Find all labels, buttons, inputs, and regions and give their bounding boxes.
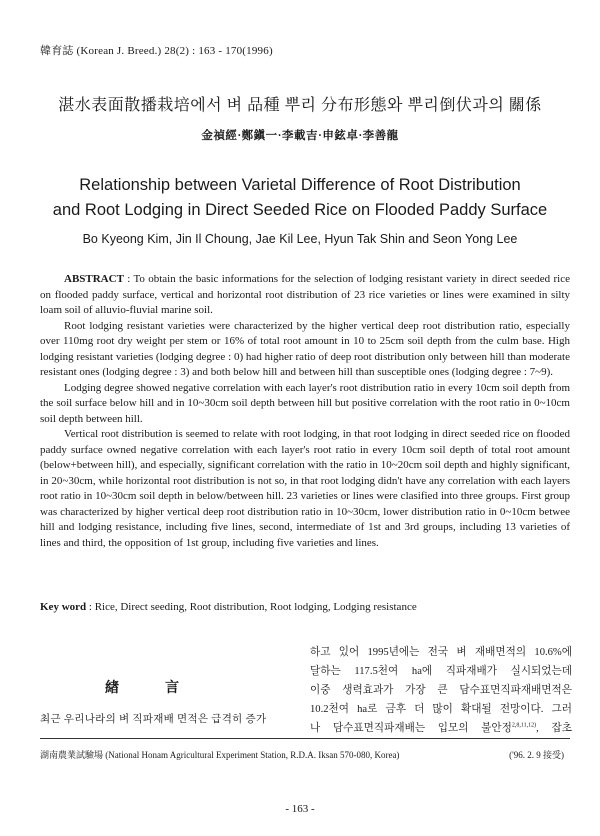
section-heading-introduction: 緖言 [105,681,225,696]
abstract [40,272,570,551]
page-number: - 163 - [285,803,315,815]
intro-right-line: 달하는 117.5천여 ha에 직파재배가 실시되었는데 [310,666,572,677]
intro-right-line-last [310,719,572,738]
english-title-line-1: Relationship between Varietal Difference of Root Distribution [79,176,521,194]
english-title [0,173,600,223]
korean-title: 湛水表面散播栽培에서 벼 品種 뿌리 分布形態와 뿌리倒伏과의 關係 [58,97,542,114]
keywords [40,601,570,613]
footnote-received-date: ('96. 2. 9 接受) [509,750,564,760]
english-title-line-2: and Root Lodging in Direct Seeded Rice on Flooded Paddy Surface [52,201,548,219]
intro-left-column-text: 최근 우리나라의 벼 직파재배 면적은 급격히 증가 [40,714,267,725]
abstract-paragraph-1 [40,272,570,319]
abstract-label: ABSTRACT [64,273,124,285]
abstract-paragraph-3: Lodging degree showed negative correlation with each layer's root distribution ratio in every 10cm soil depth from the soil surface below hill and in 10~30cm soil depth between hill but positive correlation with the root ratio in 0~10cm soil depth between hill. [40,381,570,425]
intro-right-line: 10.2천여 ha로 금후 더 많이 확대될 전망이다. 그러 [310,704,572,715]
abstract-paragraph-4: Vertical root distribution is seemed to relate with root lodging, in that root lodging in direct seeded rice on flooded paddy surface owned negative correlation with each layer's root ratio in every 10cm soil depth of total root amount (below+between hill), and especially, significant correlation with the ratio in 10~20cm soil depth and highly significant, in 20~30cm, while horizontal root distribution is not so, in that root lodging didn't have any correlation with each layers root ratio in 10~30cm soil depth in below/between hill. 23 varieties or lines were clasified into three groups. First group was characterized by higher vertical deep root distribution ratio in 10~30cm, lower distribution ratio in 0~10cm betwee hill and lodging resistance, including five lines, second, intermediate of 1st and 3rd groups, including 13 varieties of lines and third, the opposition of 1st group, including five varieties and lines. [40,428,570,549]
footnote-divider [40,738,570,739]
footnote-affiliation: 湖南農業試驗場 (National Honam Agricultural Experiment Station, R.D.A. Iksan 570-080, Korea) [40,750,400,760]
abstract-paragraph-2: Root lodging resistant varieties were characterized by the higher vertical deep root distribution ratio, especially over 110mg root dry weight per stem or 16% of total root amount in 10 to 25cm soil depth from the culm base. High lodging resistant varieties (lodging degree : 0) had higher ratio of deep root distribution only between hill than moderate resistant ones (lodging degree : 3) and both below hill and between hill than susceptible ones (lodging degree : 7~9). [40,319,570,378]
korean-authors: 金禎經·鄭鎭一·李載吉·申鉉卓·李善龍 [201,130,399,142]
intro-right-column [310,643,572,738]
english-authors: Bo Kyeong Kim, Jin Il Choung, Jae Kil Lee, Hyun Tak Shin and Seon Yong Lee [82,232,518,246]
abstract-p1-text: : To obtain the basic informations for the selection of lodging resistant variety in direct seeded rice on flooded paddy surface, vertical and horizontal root distribution of 23 rice varieties or lines were examined in silty loam soil of alluvio-fluvial marine soil. [40,273,571,316]
intro-right-line: 이중 생력효과가 가장 큰 담수표면직파재배면적은 [310,685,572,696]
intro-right-line-last-tail: , 잡초 [536,723,573,734]
intro-right-line-last-text: 나 담수표면직파재배는 입모의 불안정 [310,723,512,734]
keywords-label: Key word [40,601,87,613]
journal-citation: 韓育誌 (Korean J. Breed.) 28(2) : 163 - 170(1996) [40,45,273,57]
citation-superscript: 2,8,11,12) [511,722,537,729]
keywords-text: : Rice, Direct seeding, Root distribution, Root lodging, Lodging resistance [88,601,417,613]
intro-right-line: 하고 있어 1995년에는 전국 벼 재배면적의 10.6%에 [310,647,572,658]
